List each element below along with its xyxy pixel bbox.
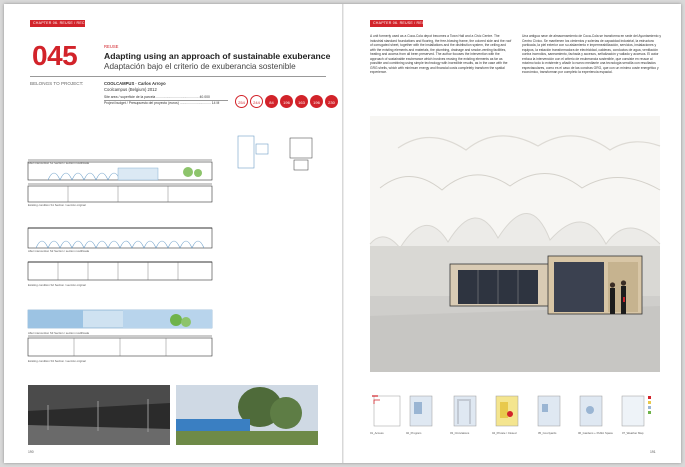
body-text-english: A unit formerly used as a Coca-Cola depot becomes a Town Hall and a Civic Centre. The industrial standard foundations and flooring, the free-blowing frame, the colored side and the roof of corrugated sheet, together with the installations and the distribution system, the ceiling and with the existing elements and materials, the plumbing, drainage and smoke-venting facilities, heating and access from all been preserved. The author focuses the intervention with the approach of sustainable exuberance which involves reusing the existing elements as far as possible and combining using simple technology with incredible results, as in the case with the GRG shells, which with minimum energy and financial costs completely transform the spatial experience. bbox=[370, 34, 512, 74]
drawing-label: After intervention S1 Section / section modificada bbox=[28, 161, 89, 165]
diagram-caption: 03_Circulations bbox=[450, 431, 470, 435]
cross-reference-circle: 84 bbox=[265, 95, 278, 108]
diagram-caption: 05_Courtyards bbox=[538, 431, 557, 435]
cross-reference-circle: 244 bbox=[250, 95, 263, 108]
data-divider bbox=[104, 100, 228, 101]
diagram-caption: 01_Access bbox=[370, 431, 384, 435]
program-diagrams bbox=[370, 390, 672, 430]
diagram-caption: 04_Private / Closed bbox=[492, 431, 517, 435]
interior-before-photo bbox=[28, 385, 170, 445]
project-budget: Project budget / Presupuesto del proyecto (euros) ................................. 14 M bbox=[104, 101, 220, 105]
chapter-tab-right: CHAPTER 06. REUSE / RECLAIM SERIES bbox=[370, 20, 423, 27]
section-s3-existing bbox=[28, 336, 212, 356]
diagram-caption: 06_Gardens + Public Space bbox=[578, 431, 613, 435]
cross-reference-circle: 196 bbox=[280, 95, 293, 108]
project-place: Coolcampus (Belgium) 2012 bbox=[104, 87, 157, 92]
drawing-label: After intervention S2 Section / section modificada bbox=[28, 249, 89, 253]
diagram-weather-map bbox=[622, 396, 651, 426]
magazine-spread bbox=[4, 4, 681, 463]
diagram-access bbox=[372, 396, 400, 426]
exterior-photo bbox=[176, 385, 318, 445]
interior-after-photo bbox=[370, 116, 660, 372]
site-plan-sketch bbox=[238, 136, 312, 170]
section-s3-after bbox=[28, 310, 212, 328]
category-label: REUSE bbox=[104, 44, 119, 49]
diagram-caption: 07_Weather Map bbox=[622, 431, 644, 435]
diagram-courtyards bbox=[538, 396, 560, 426]
project-number: 045 bbox=[32, 40, 78, 71]
belongs-label: BELONGS TO PROJECT: bbox=[30, 81, 84, 86]
title-spanish: Adaptación bajo el criterio de exuberancia sostenible bbox=[104, 62, 296, 71]
drawing-label: After intervention S3 Section / section modificada bbox=[28, 331, 89, 335]
cross-reference-circle: 163 bbox=[295, 95, 308, 108]
section-s1-existing bbox=[28, 184, 212, 202]
project-name: COOLCAMPUS · Carlos Arroyo bbox=[104, 81, 166, 86]
diagram-circulations bbox=[454, 396, 476, 426]
body-text-spanish: Una antigua nave de almacenamiento de Coca-Cola se transforma en sede del Ayuntamiento y Centro Cívico. Se mantienen los cimientos y solerías de capacidad industrial, la estructura porticada, la piel exterior con su aislamiento e impermeabilización, servicios, instalaciones y equipos, la estación transformadora de electricidad, calderas, conductos de agua, ventilación contra incendios, saneamiento, fachada y accesos, señalización y vallado y accesos. El autor enfoca la intervención con el criterio de exuberancia sostenible, que consiste en reusar al máximo todo lo existente y añadir lo nuevo mediante una tecnología sencilla con resultados espectaculares, como es el caso de las conchas GRG, que con un mínimo coste energético y económico, transforman por completo la experiencia espacial. bbox=[522, 34, 662, 74]
page-number-right: 191 bbox=[650, 450, 656, 454]
cross-reference-circle: 196 bbox=[310, 95, 323, 108]
page-gutter bbox=[342, 4, 344, 463]
chapter-tab-left: CHAPTER 06. REUSE / RECLAIM SERIES bbox=[30, 20, 85, 27]
diagram-program bbox=[410, 396, 432, 426]
drawing-label: Existing condition S1 Section / sección original bbox=[28, 203, 86, 207]
page-number-left: 190 bbox=[28, 450, 34, 454]
title-english: Adapting using an approach of sustainable exuberance bbox=[104, 51, 331, 61]
diagram-private bbox=[496, 396, 518, 426]
diagram-caption: 02_Program bbox=[406, 431, 422, 435]
cross-reference-circle: 230 bbox=[325, 95, 338, 108]
diagram-gardens bbox=[580, 396, 602, 426]
section-s2-after bbox=[28, 228, 212, 248]
drawing-label: Existing condition S2 Section / sección original bbox=[28, 283, 86, 287]
drawing-label: Existing condition S3 Section / sección original bbox=[28, 359, 86, 363]
cross-reference-circle: 254 bbox=[235, 95, 248, 108]
title-divider bbox=[30, 76, 326, 77]
site-area: Site area / superficie de la parcela ............................................. 40.000 bbox=[104, 95, 210, 99]
section-s2-existing bbox=[28, 262, 212, 280]
